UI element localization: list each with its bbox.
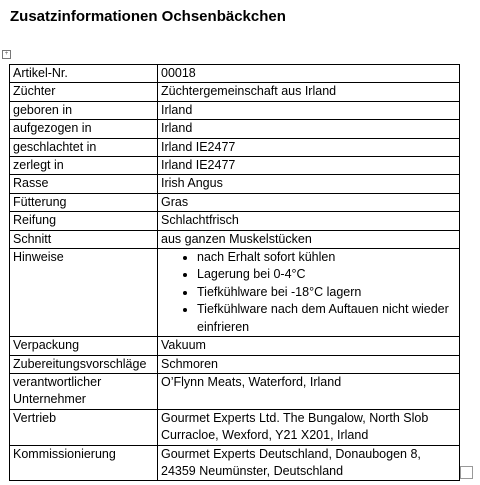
row-label: Hinweise — [10, 249, 158, 337]
table-row — [10, 138, 460, 156]
table-row — [10, 193, 460, 211]
list-item: • nach Erhalt sofort kühlen — [197, 249, 456, 266]
row-value: Irish Angus — [158, 175, 460, 193]
row-label: zerlegt in — [10, 157, 158, 175]
table-row — [10, 65, 460, 83]
row-value: Vakuum — [158, 337, 460, 355]
row-label: aufgezogen in — [10, 120, 158, 138]
row-label: Artikel-Nr. — [10, 65, 158, 83]
row-label-line: Unternehmer — [13, 392, 86, 407]
row-label: Vertrieb — [10, 409, 158, 445]
row-value: Gras — [158, 193, 460, 211]
table-row — [10, 120, 460, 138]
table-move-handle-icon[interactable]: + — [2, 50, 11, 59]
table-row — [10, 230, 460, 248]
row-value: Irland IE2477 — [158, 157, 460, 175]
document-title: Zusatzinformationen Ochsenbäckchen — [10, 8, 286, 25]
row-label: Schnitt — [10, 230, 158, 248]
table-row — [10, 175, 460, 193]
row-label: Verpackung — [10, 337, 158, 355]
row-value — [158, 409, 460, 445]
paragraph-end-mark — [460, 466, 473, 479]
hinweise-list — [161, 249, 456, 336]
list-item: • Tiefkühlware nach dem Auftauen nicht wieder einfrieren — [197, 301, 456, 336]
row-value: Irland — [158, 101, 460, 119]
row-value: O’Flynn Meats, Waterford, Irland — [158, 373, 460, 409]
row-label: geboren in — [10, 101, 158, 119]
table-row — [10, 409, 460, 445]
table-row — [10, 337, 460, 355]
row-label: Zubereitungsvorschläge — [10, 355, 158, 373]
row-value: 00018 — [158, 65, 460, 83]
row-label: Züchter — [10, 83, 158, 101]
row-value: Schmoren — [158, 355, 460, 373]
row-value: aus ganzen Muskelstücken — [158, 230, 460, 248]
row-label: geschlachtet in — [10, 138, 158, 156]
row-value-line: Gourmet Experts Deutschland, Donaubogen 8, — [161, 446, 421, 461]
list-item: • Tiefkühlware bei -18°C lagern — [197, 284, 456, 301]
table-row — [10, 101, 460, 119]
row-value: Irland — [158, 120, 460, 138]
table-row — [10, 83, 460, 101]
row-label-line: verantwortlicher — [13, 374, 102, 389]
row-label — [10, 373, 158, 409]
row-value — [158, 445, 460, 481]
product-info-table — [9, 64, 460, 481]
row-value: Züchtergemeinschaft aus Irland — [158, 83, 460, 101]
table-row — [10, 157, 460, 175]
row-value: Irland IE2477 — [158, 138, 460, 156]
row-value-line: Curracloe, Wexford, Y21 X201, Irland — [161, 428, 369, 443]
row-value: Schlachtfrisch — [158, 212, 460, 230]
table-row — [10, 355, 460, 373]
row-label: Fütterung — [10, 193, 158, 211]
hinweise-list-cell — [158, 249, 460, 337]
row-label: Kommissionierung — [10, 445, 158, 481]
list-item: • Lagerung bei 0-4°C — [197, 266, 456, 283]
table-row — [10, 373, 460, 409]
row-value-line: 24359 Neumünster, Deutschland — [161, 463, 344, 478]
table-row-hinweise — [10, 249, 460, 337]
row-label: Reifung — [10, 212, 158, 230]
table-row — [10, 212, 460, 230]
table-row — [10, 445, 460, 481]
row-label: Rasse — [10, 175, 158, 193]
row-value-line: Gourmet Experts Ltd. The Bungalow, North Slob — [161, 410, 429, 425]
